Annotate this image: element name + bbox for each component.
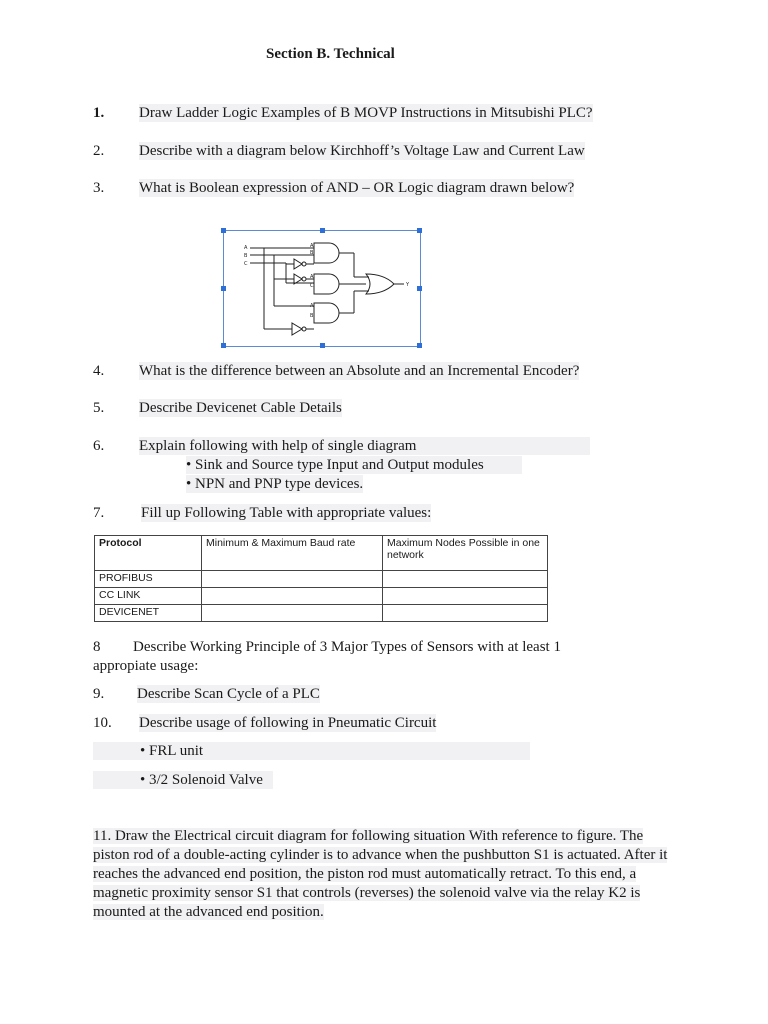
and-or-logic-diagram xyxy=(224,231,420,346)
resize-handle[interactable] xyxy=(417,228,422,233)
question-6-number: 6. xyxy=(93,438,105,454)
question-10-bullet-2: • 3/2 Solenoid Valve xyxy=(93,771,273,789)
question-11-paragraph: 11. Draw the Electrical circuit diagram for following situation With reference to figure. The piston rod of a double-acting cylinder is to advance when the pushbutton S1 is actuated. After it reaches the advanced end position, the piston rod must automatically retract. To this end, a magnetic proximity sensor S1 that controls (reverses) the solenoid valve via the relay K2 is mounted at the advanced end position. xyxy=(93,828,668,920)
resize-handle[interactable] xyxy=(221,343,226,348)
question-6-bullet-2: • NPN and PNP type devices. xyxy=(186,476,364,492)
table-header: Maximum Nodes Possible in one network xyxy=(383,536,548,571)
resize-handle[interactable] xyxy=(320,228,325,233)
table-cell[interactable] xyxy=(383,605,548,622)
section-title: Section B. Technical xyxy=(266,46,395,62)
gate-label: B xyxy=(310,250,314,256)
question-1-text: Draw Ladder Logic Examples of B MOVP Instructions in Mitsubishi PLC? xyxy=(139,105,593,121)
protocol-table xyxy=(94,535,548,622)
question-1-number: 1. xyxy=(93,105,105,121)
table-cell[interactable] xyxy=(202,588,383,605)
question-8-text-continued: appropiate usage: xyxy=(93,658,199,674)
question-7-number: 7. xyxy=(93,505,105,521)
input-label-c: C xyxy=(244,261,248,267)
question-10-text: Describe usage of following in Pneumatic Circuit xyxy=(139,715,437,731)
question-8-number: 8 xyxy=(93,639,101,655)
resize-handle[interactable] xyxy=(221,228,226,233)
question-7-text: Fill up Following Table with appropriate values: xyxy=(141,505,432,521)
table-cell[interactable] xyxy=(383,588,548,605)
question-2-text: Describe with a diagram below Kirchhoff’s Voltage Law and Current Law xyxy=(139,143,585,159)
gate-label: A xyxy=(310,303,314,309)
table-row xyxy=(95,571,548,588)
table-cell[interactable] xyxy=(383,571,548,588)
resize-handle[interactable] xyxy=(417,286,422,291)
resize-handle[interactable] xyxy=(417,343,422,348)
table-cell[interactable] xyxy=(202,571,383,588)
table-cell: PROFIBUS xyxy=(95,571,202,588)
gate-label: B xyxy=(310,313,314,319)
output-label-y: Y xyxy=(406,282,410,288)
question-10-bullet-1: • FRL unit xyxy=(93,742,530,760)
question-6-text: Explain following with help of single diagram xyxy=(139,437,590,455)
table-row xyxy=(95,605,548,622)
logic-diagram-frame[interactable] xyxy=(223,230,421,347)
gate-label: A xyxy=(310,274,314,280)
question-2-number: 2. xyxy=(93,143,105,159)
question-4-text: What is the difference between an Absolute and an Incremental Encoder? xyxy=(139,363,580,379)
question-8-text: Describe Working Principle of 3 Major Types of Sensors with at least 1 xyxy=(133,639,561,655)
input-label-b: B xyxy=(244,253,248,259)
question-11-text xyxy=(93,827,668,922)
table-header-row xyxy=(95,536,548,571)
question-9-number: 9. xyxy=(93,686,105,702)
resize-handle[interactable] xyxy=(221,286,226,291)
question-9-text: Describe Scan Cycle of a PLC xyxy=(137,686,320,702)
table-row xyxy=(95,588,548,605)
question-10-number: 10. xyxy=(93,715,112,731)
question-5-number: 5. xyxy=(93,400,105,416)
question-3-number: 3. xyxy=(93,180,105,196)
question-6-bullet-1: • Sink and Source type Input and Output modules xyxy=(186,456,522,474)
table-cell: DEVICENET xyxy=(95,605,202,622)
question-3-text: What is Boolean expression of AND – OR Logic diagram drawn below? xyxy=(139,180,575,196)
gate-label: C xyxy=(310,283,314,289)
question-5-text: Describe Devicenet Cable Details xyxy=(139,400,342,416)
table-cell: CC LINK xyxy=(95,588,202,605)
input-label-a: A xyxy=(244,245,248,251)
table-header: Minimum & Maximum Baud rate xyxy=(202,536,383,571)
question-4-number: 4. xyxy=(93,363,105,379)
table-cell[interactable] xyxy=(202,605,383,622)
gate-label: A xyxy=(310,243,314,249)
resize-handle[interactable] xyxy=(320,343,325,348)
table-header: Protocol xyxy=(95,536,202,571)
